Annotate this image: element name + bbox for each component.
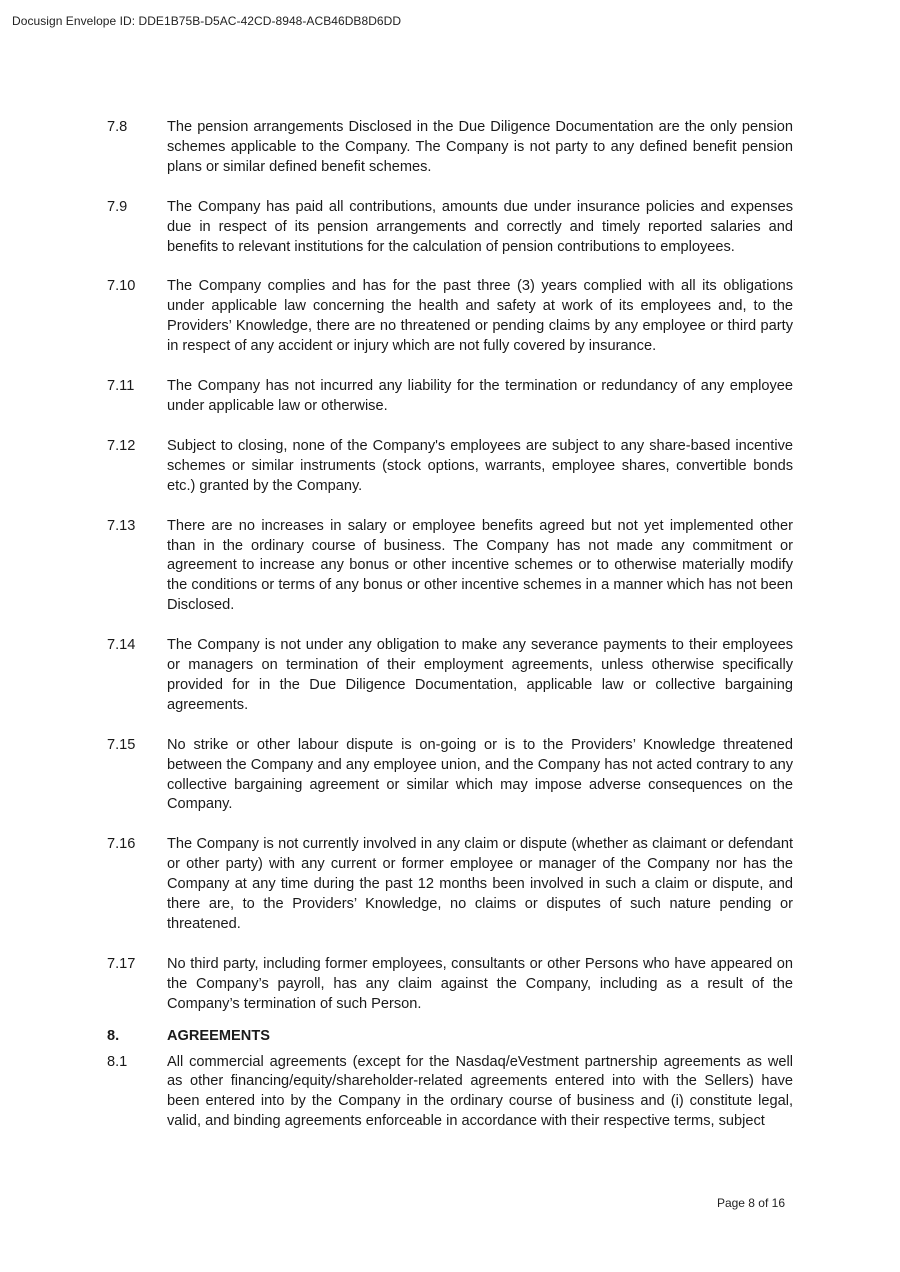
clause-text: All commercial agreements (except for the Nasdaq/eVestment partnership agreements as well as other financing/equity/shareholder-related agreements entered into with the Sellers) have been entered into by the Company in the ordinary course of business and (i) constitute legal, valid, and binding agreements enforceable in accordance with their respective terms, subject	[167, 1053, 793, 1130]
clause-number: 7.16	[107, 836, 136, 853]
clause-7-9	[107, 198, 793, 258]
clause-7-11	[107, 377, 793, 417]
clause-7-13	[107, 517, 793, 617]
section-number: 8.	[107, 1027, 120, 1044]
clause-7-17	[107, 955, 793, 1015]
clause-number: 7.14	[107, 637, 136, 654]
clause-number: 7.11	[107, 378, 135, 395]
clause-7-15	[107, 736, 793, 816]
clause-number: 7.12	[107, 437, 136, 454]
clause-text: Subject to closing, none of the Company's employees are subject to any share-based incentive schemes or similar instruments (stock options, warrants, employee shares, convertible bonds etc.) granted by the Company.	[167, 437, 793, 494]
clause-text: The Company has not incurred any liability for the termination or redundancy of any employee under applicable law or otherwise.	[167, 378, 793, 414]
clause-text: The Company is not currently involved in any claim or dispute (whether as claimant or defendant or other party) with any current or former employee or manager of the Company nor has the Company at any time during the past 12 months been involved in such a claim or dispute, and there are, to the Providers’ Knowledge, no claims or disputes of such nature pending or threatened.	[167, 836, 793, 932]
clause-text: There are no increases in salary or employee benefits agreed but not yet implemented other than in the ordinary course of business. The Company has not made any commitment or agreement to increase any bonus or other incentive schemes or to otherwise materially modify the conditions or terms of any bonus or other incentive schemes in a manner which has not been Disclosed.	[167, 517, 793, 614]
clause-text: No third party, including former employees, consultants or other Persons who have appeared on the Company’s payroll, has any claim against the Company, including as a result of the Company’s termination of such Person.	[167, 955, 793, 1012]
clause-7-14	[107, 636, 793, 716]
clause-text: The Company complies and has for the past three (3) years complied with all its obligations under applicable law concerning the health and safety at work of its employees and, to the Providers’ Knowledge, there are no threatened or pending claims by any employee or third party in respect of any accident or injury which are not fully covered by insurance.	[167, 278, 793, 355]
clause-7-8	[107, 118, 793, 178]
clause-number: 7.8	[107, 119, 128, 135]
clause-number: 7.10	[107, 278, 136, 295]
clause-number: 8.1	[107, 1053, 128, 1070]
clause-8-1	[107, 1053, 793, 1133]
page-number: Page 8 of 16	[716, 1196, 785, 1210]
clause-number: 7.9	[107, 198, 128, 215]
envelope-id: Docusign Envelope ID: DDE1B75B-D5AC-42CD-8948-ACB46DB8D6DD	[12, 14, 402, 28]
clause-7-12	[107, 437, 793, 497]
section-title: AGREEMENTS	[167, 1027, 270, 1044]
clause-7-16	[107, 835, 793, 935]
clause-number: 7.15	[107, 736, 136, 753]
clause-number: 7.17	[107, 955, 136, 972]
clause-number: 7.13	[107, 517, 136, 534]
clause-text: The pension arrangements Disclosed in the Due Diligence Documentation are the only pension schemes applicable to the Company. The Company is not party to any defined benefit pension plans or similar defined benefit schemes.	[167, 119, 793, 175]
clause-text: The Company has paid all contributions, amounts due under insurance policies and expenses due in respect of its pension arrangements and correctly and timely reported salaries and benefits to relevant institutions for the calculation of pension contributions to employees.	[167, 198, 793, 255]
clause-7-10	[107, 277, 793, 357]
clause-text: No strike or other labour dispute is on-going or is to the Providers’ Knowledge threatened between the Company and any employee union, and the Company has not acted contrary to any collective bargaining agreement or similar which may impose adverse consequences on the Company.	[167, 736, 793, 813]
clause-text: The Company is not under any obligation to make any severance payments to their employees or managers on termination of their employment agreements, unless otherwise specifically provided for in the Due Diligence Documentation, applicable law or collective bargaining agreements.	[167, 637, 793, 713]
document-body	[107, 118, 793, 1132]
section-8-heading	[107, 1027, 793, 1047]
